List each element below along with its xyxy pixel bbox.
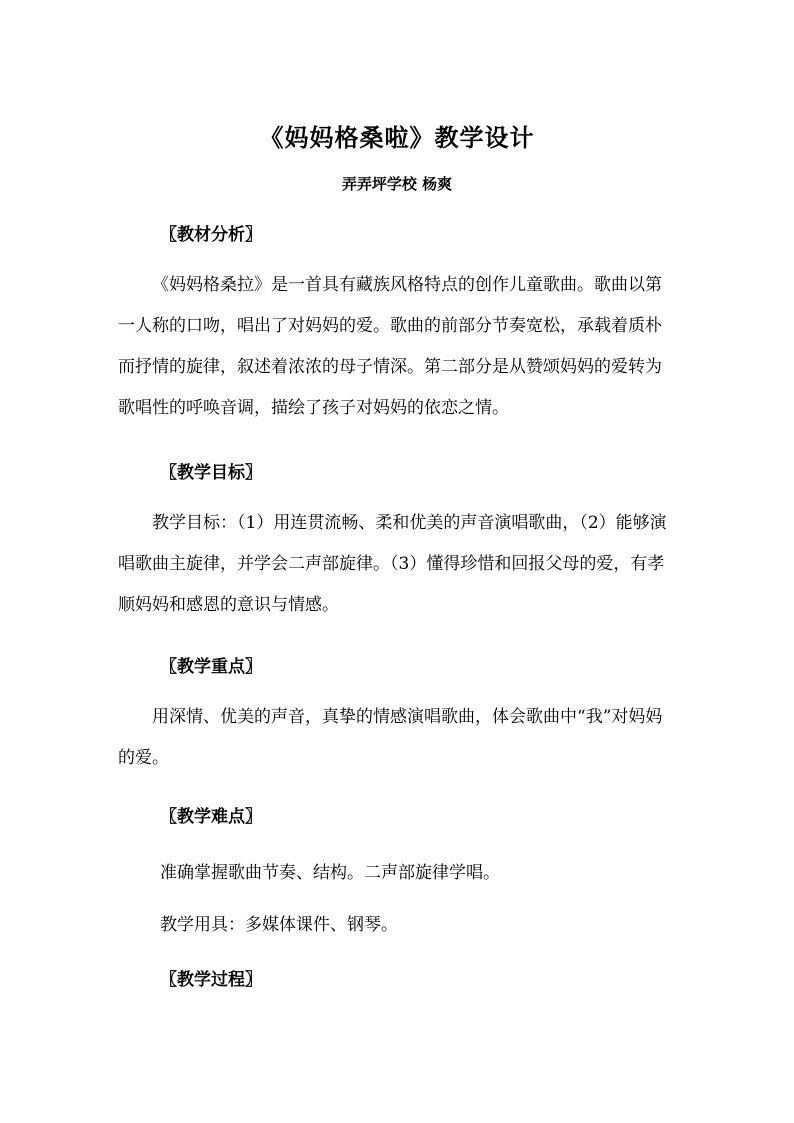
section-heading-key-points: 〖教学重点〗 bbox=[160, 657, 262, 677]
section-heading-teaching-objectives: 〖教学目标〗 bbox=[160, 463, 262, 483]
section-heading-teaching-process: 〖教学过程〗 bbox=[160, 970, 262, 990]
section-body-key-points: 用深情、优美的声音，真挚的情感演唱歌曲，体会歌曲中“我”对妈妈的爱。 bbox=[118, 707, 663, 768]
section-heading-difficulties: 〖教学难点〗 bbox=[160, 807, 262, 827]
teaching-tools-line: 教学用具：多媒体课件、钢琴。 bbox=[160, 915, 398, 935]
document-title: 《妈妈格桑啦》教学设计 bbox=[259, 123, 535, 152]
document-author: 弄弄坪学校 杨爽 bbox=[341, 175, 453, 193]
section-body-difficulties: 准确掌握歌曲节奏、结构。二声部旋律学唱。 bbox=[160, 863, 500, 883]
section-body-teaching-objectives: 教学目标：（1）用连贯流畅、柔和优美的声音演唱歌曲，（2）能够演唱歌曲主旋律，并学会二声部旋律。（3）懂得珍惜和回报父母的爱，有孝顺妈妈和感恩的意识与情感。 bbox=[118, 513, 667, 615]
section-heading-material-analysis: 〖教材分析〗 bbox=[160, 225, 262, 245]
section-body-material-analysis: 《妈妈格桑拉》是一首具有藏族风格特点的创作儿童歌曲。歌曲以第一人称的口吻，唱出了对妈妈的爱。歌曲的前部分节奏宽松，承载着质朴而抒情的旋律，叙述着浓浓的母子情深。第二部分是从赞颂妈妈的爱转为歌唱性的呼唤音调，描绘了孩子对妈妈的依恋之情。 bbox=[118, 275, 662, 418]
